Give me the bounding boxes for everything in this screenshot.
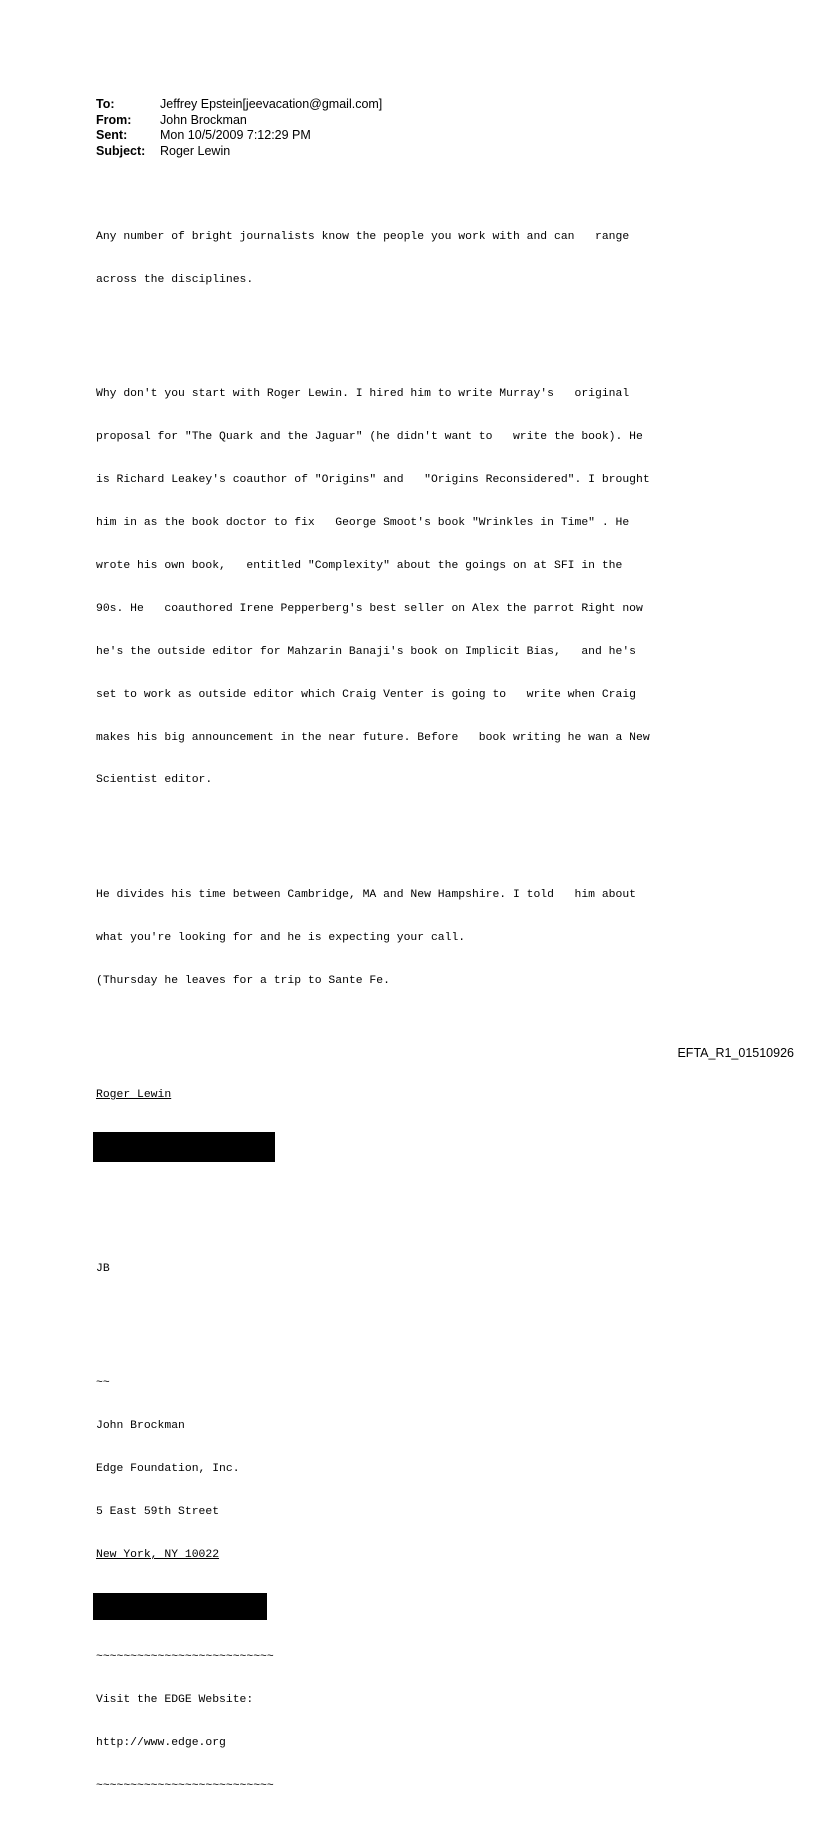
body-paragraph-1 [96, 202, 776, 316]
body-line: what you're looking for and he is expecting your call. [96, 931, 466, 944]
document-id: EFTA_R1_01510926 [677, 1046, 794, 1060]
from-row [96, 113, 382, 129]
blank-line [96, 1305, 776, 1319]
signature-street: 5 East 59th Street [96, 1506, 220, 1519]
blank-line [96, 1219, 776, 1233]
body-line: Why don't you start with Roger Lewin. I hired him to write Murray's original [96, 388, 630, 401]
from-value: John Brockman [160, 112, 247, 127]
signature-rule: ~~~~~~~~~~~~~~~~~~~~~~~~~~ [96, 1780, 274, 1793]
redaction-box [93, 1593, 267, 1620]
signature-tilde: ~~ [96, 1377, 110, 1390]
email-body [96, 173, 776, 1836]
from-label: From: [96, 112, 132, 127]
body-paragraph-2 [96, 359, 776, 817]
signature-visit: Visit the EDGE Website: [96, 1694, 254, 1707]
body-line: he's the outside editor for Mahzarin Banaji's book on Implicit Bias, and he's [96, 645, 637, 658]
sent-value: Mon 10/5/2009 7:12:29 PM [160, 128, 311, 142]
body-line: set to work as outside editor which Craig Venter is going to write when Craig [96, 688, 637, 701]
subject-value: Roger Lewin [160, 143, 231, 158]
body-line: makes his big announcement in the near future. Before book writing he wan a New [96, 731, 650, 744]
sent-label: Sent: [96, 128, 128, 142]
subject-label: Subject: [96, 143, 146, 158]
contact-block [96, 1059, 776, 1190]
subject-row [96, 144, 382, 160]
body-line: Any number of bright journalists know the people you work with and can range [96, 231, 630, 244]
body-line: is Richard Leakey's coauthor of "Origins" and "Origins Reconsidered". I brought [96, 474, 650, 487]
signature-url: http://www.edge.org [96, 1737, 226, 1750]
initials: JB [96, 1262, 110, 1275]
body-line: across the disciplines. [96, 274, 254, 287]
signature-rule: ~~~~~~~~~~~~~~~~~~~~~~~~~~ [96, 1651, 274, 1664]
to-value: Jeffrey Epstein[jeevacation@gmail.com] [160, 97, 383, 111]
body-paragraph-3 [96, 859, 776, 1016]
body-line: proposal for "The Quark and the Jaguar" (he didn't want to write the book). He [96, 431, 643, 444]
signature-name: John Brockman [96, 1420, 185, 1433]
body-line: Scientist editor. [96, 774, 213, 787]
to-row [96, 97, 382, 113]
signature-org: Edge Foundation, Inc. [96, 1463, 240, 1476]
contact-name: Roger Lewin [96, 1089, 172, 1101]
body-line: 90s. He coauthored Irene Pepperberg's best seller on Alex the parrot Right now [96, 602, 643, 615]
body-line: He divides his time between Cambridge, MA and New Hampshire. I told him about [96, 888, 637, 901]
email-header [96, 97, 382, 159]
redaction-box [93, 1132, 275, 1162]
sent-row [96, 128, 382, 144]
signature-block [96, 1348, 776, 1822]
body-line: him in as the book doctor to fix George Smoot's book "Wrinkles in Time" . He [96, 517, 630, 530]
to-label: To: [96, 97, 115, 111]
body-line: wrote his own book, entitled "Complexity" about the goings on at SFI in the [96, 560, 623, 573]
body-line: (Thursday he leaves for a trip to Sante Fe. [96, 974, 390, 987]
signature-city: New York, NY 10022 [96, 1548, 220, 1561]
